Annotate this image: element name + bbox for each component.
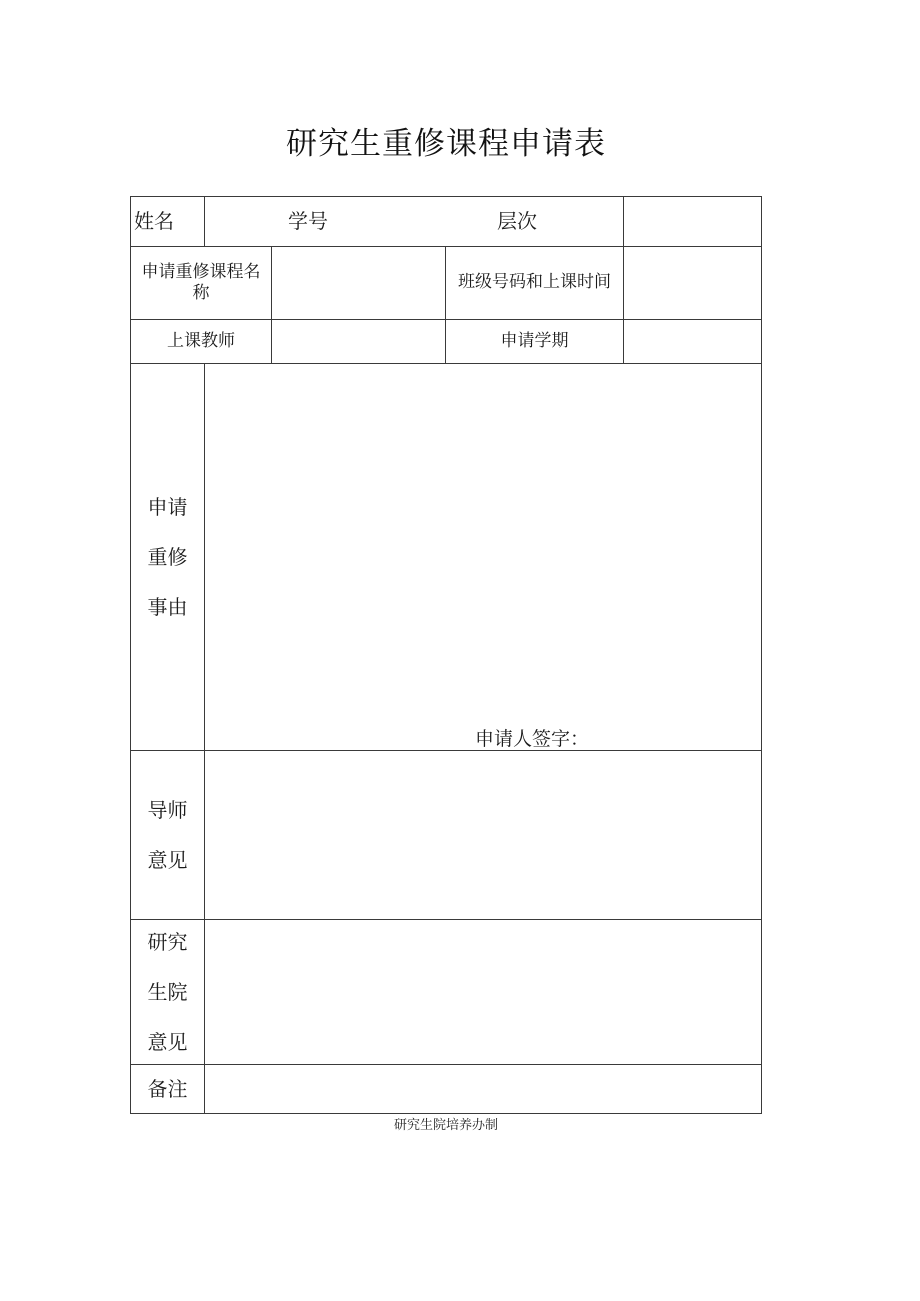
level-value-field[interactable] — [624, 197, 761, 246]
graduate-school-opinion-label — [131, 920, 204, 1064]
class-time-label: 班级号码和上课时间 — [458, 272, 611, 293]
col-divider-row1-a — [204, 197, 205, 246]
graduate-school-label-line2: 生院 — [147, 980, 188, 1004]
advisor-opinion-area[interactable] — [205, 751, 761, 919]
advisor-label-line1: 导师 — [147, 798, 188, 822]
course-name-label-line2: 称 — [192, 283, 210, 303]
reason-label — [131, 364, 204, 750]
footer-issuer: 研究生院培养办制 — [393, 1118, 498, 1133]
remarks-field[interactable] — [205, 1065, 761, 1113]
advisor-opinion-label — [131, 751, 204, 919]
application-form-table — [130, 196, 762, 1114]
class-time-field[interactable] — [624, 247, 761, 319]
semester-label: 申请学期 — [500, 330, 569, 351]
reason-label-line3: 事由 — [147, 595, 188, 619]
remarks-label: 备注 — [147, 1076, 188, 1101]
level-label: 层次 — [497, 209, 537, 233]
name-label: 姓名 — [134, 209, 174, 233]
reason-text-area[interactable] — [205, 364, 761, 750]
teacher-label: 上课教师 — [167, 330, 235, 351]
graduate-school-label-line1: 研究 — [147, 930, 188, 954]
advisor-label-line2: 意见 — [147, 848, 188, 872]
reason-label-line2: 重修 — [147, 545, 188, 569]
graduate-school-label-line3: 意见 — [147, 1030, 188, 1054]
graduate-school-opinion-area[interactable] — [205, 920, 761, 1064]
reason-label-line1: 申请 — [147, 495, 188, 519]
course-name-label-line1: 申请重修课程名 — [141, 261, 261, 282]
student-id-label: 学号 — [288, 209, 328, 233]
course-name-field[interactable] — [272, 247, 445, 319]
semester-field[interactable] — [624, 320, 761, 363]
page-title: 研究生重修课程申请表 — [286, 126, 606, 162]
teacher-field[interactable] — [272, 320, 445, 363]
course-name-label — [131, 247, 271, 319]
applicant-signature-label: 申请人签字： — [475, 728, 590, 750]
